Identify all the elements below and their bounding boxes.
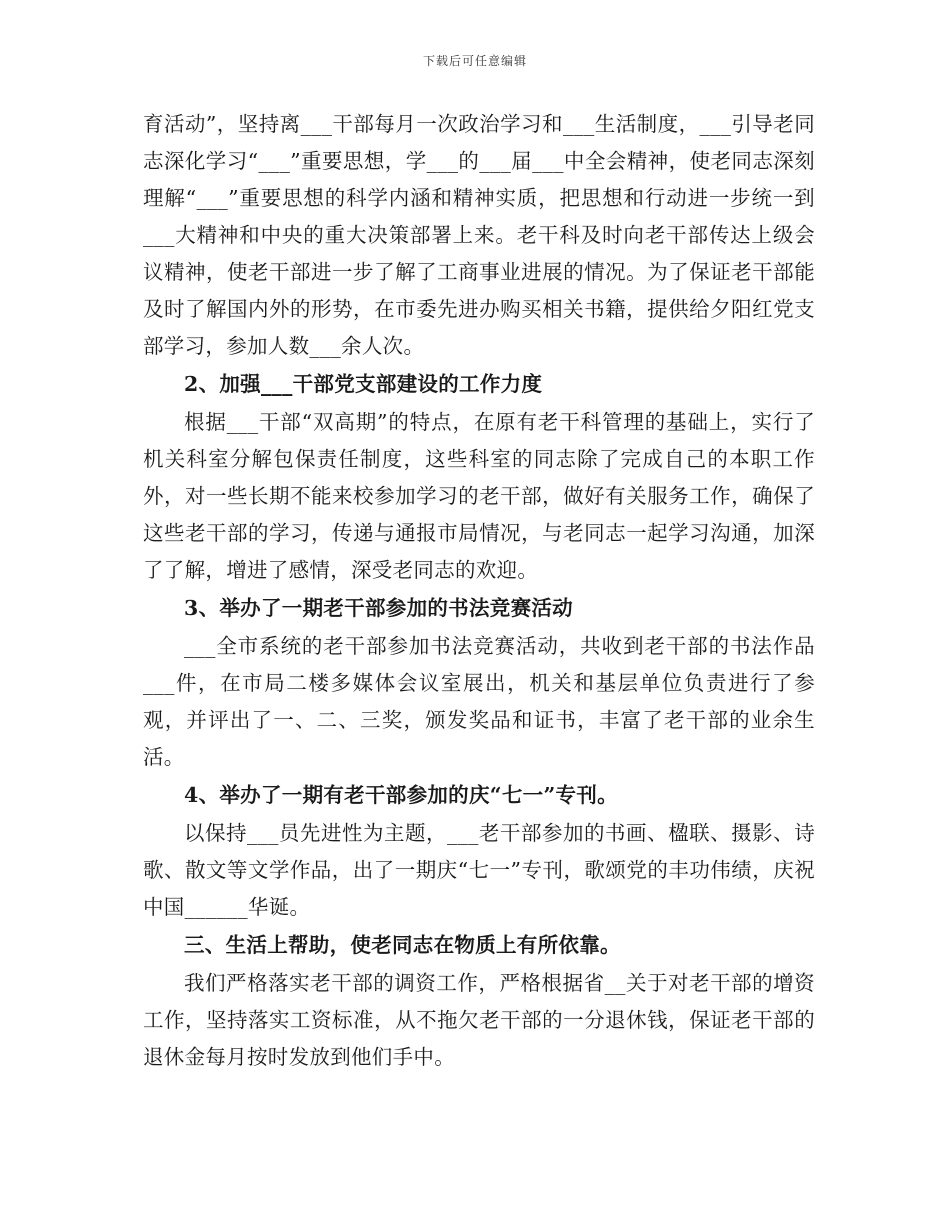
paragraph-study-activities: 育活动”，坚持离___干部每月一次政治学习和___生活制度，___引导老同志深化学习“___”重要思想，学___的___届___中全会精神，使老同志深刻理解“___”重要思想的科学内涵和精神实质，把思想和行动进一步统一到___大精神和中央的重大决策部署上来。老干科及时向老干部传达上级会议精神，使老干部进一步了解了工商事业进展的情况。为了保证老干部能及时了解国内外的形势，在市委先进办购买相关书籍，提供给夕阳红党支部学习，参加人数___余人次。 [143,112,815,358]
heading-party-branch: 2、加强___干部党支部建设的工作力度 [184,372,543,396]
paragraph-july-first-issue: 以保持___员先进性为主题，___老干部参加的书画、楹联、摄影、诗歌、散文等文学作品，出了一期庆“七一”专刊，歌颂党的丰功伟绩，庆祝中国______华诞。 [143,821,815,919]
paragraph-life-assistance: 我们严格落实老干部的调资工作，严格根据省__关于对老干部的增资工作，坚持落实工资标准，从不拖欠老干部的一分退休钱，保证老干部的退休金每月按时发放到他们手中。 [143,971,815,1069]
heading-life-assistance: 三、生活上帮助，使老同志在物质上有所依靠。 [184,933,621,957]
heading-calligraphy: 3、举办了一期老干部参加的书法竞赛活动 [184,596,573,620]
paragraph-party-branch: 根据___干部“双高期”的特点，在原有老干科管理的基础上，实行了机关科室分解包保责任制度，这些科室的同志除了完成自己的本职工作外，对一些长期不能来校参加学习的老干部，做好有关服务工作，确保了这些老干部的学习，传递与通报市局情况，与老同志一起学习沟通，加深了了解，增进了感情，深受老同志的欢迎。 [143,410,815,582]
document-body [143,106,815,1076]
heading-july-first-issue: 4、举办了一期有老干部参加的庆“七一”专刊。 [184,783,618,807]
paragraph-calligraphy: ___全市系统的老干部参加书法竞赛活动，共收到老干部的书法作品___件，在市局二楼多媒体会议室展出，机关和基层单位负责进行了参观，并评出了一、二、三奖，颁发奖品和证书，丰富了老干部的业余生活。 [143,634,815,769]
page-header: 下载后可任意编辑 [422,54,527,68]
